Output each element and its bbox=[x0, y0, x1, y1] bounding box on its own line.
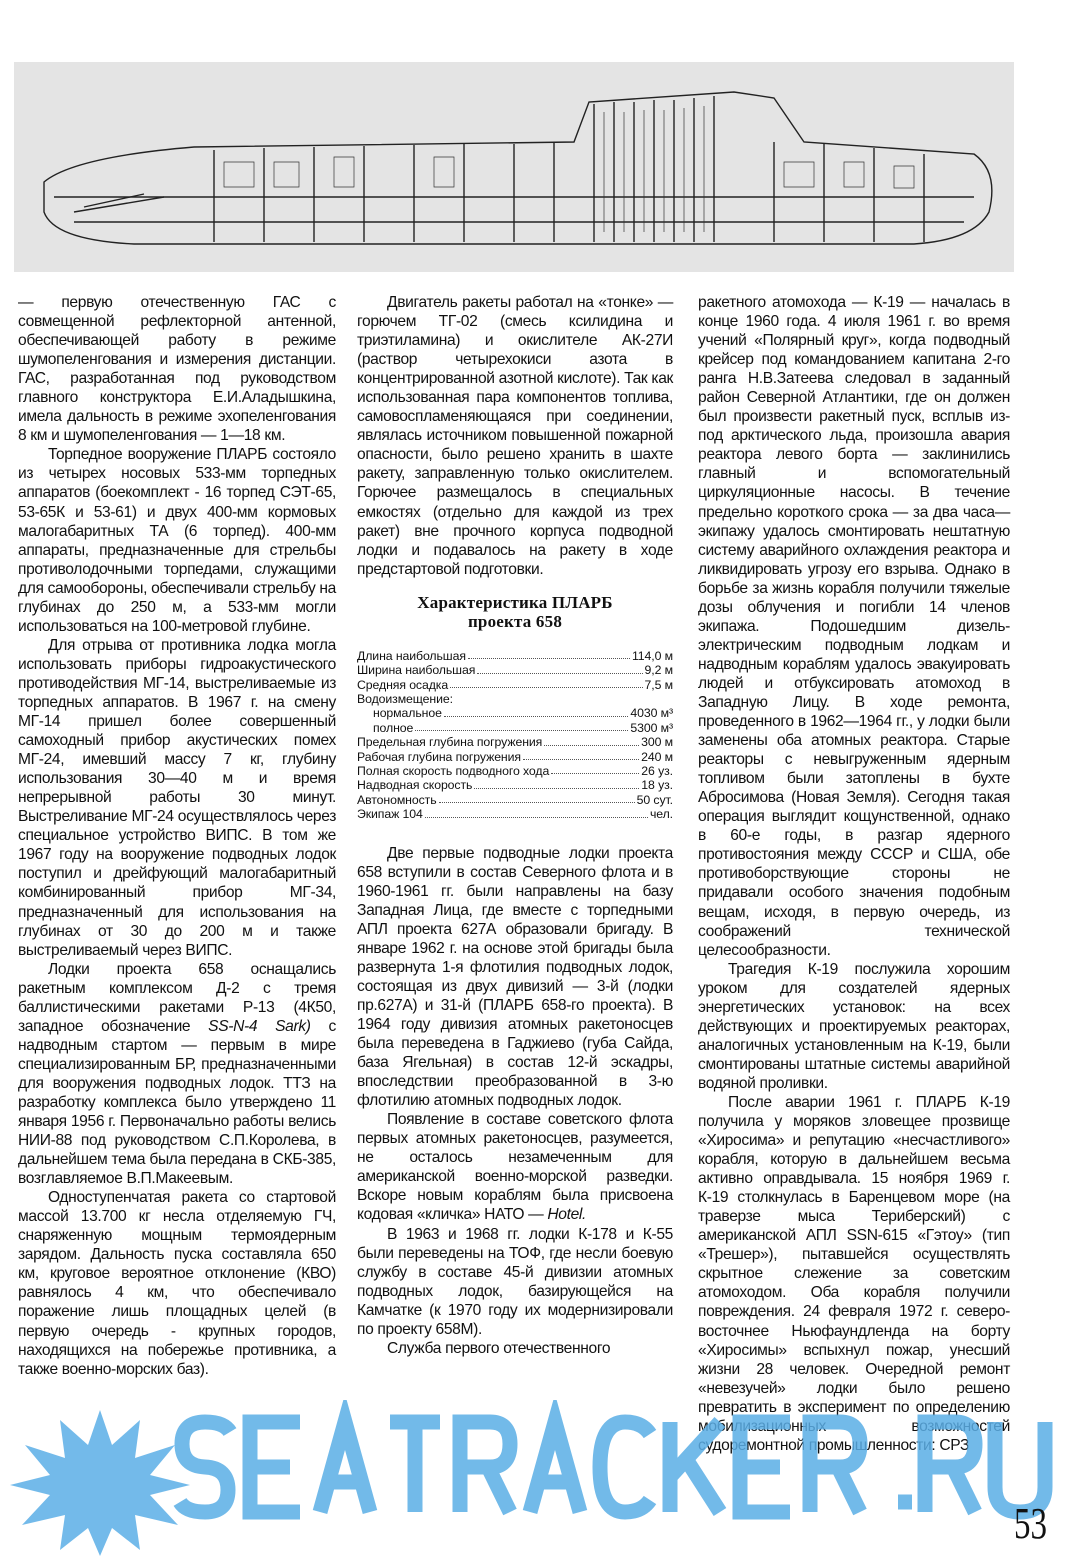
spec-row bbox=[357, 678, 673, 692]
text-column-1 bbox=[18, 293, 336, 1379]
spec-row bbox=[357, 807, 673, 821]
page-number: 53 bbox=[1014, 1499, 1047, 1548]
paragraph: Трагедия К-19 послужила хорошим уроком для создателей ядерных энергетических установок: на всех действующих и проектируемых реакторах, аналогичных установленным на К-19, были смонтированы штатные системы аварийной водяной проливки. bbox=[698, 960, 1010, 1092]
spec-value: 50 сут. bbox=[636, 792, 673, 807]
spec-row bbox=[357, 721, 673, 735]
watermark-letter bbox=[460, 1422, 510, 1512]
spec-value: 240 м bbox=[641, 749, 673, 764]
paragraph: После аварии 1961 г. ПЛАРБ К-19 получила у моряков зловещее прозвище «Хиросима» и репутацию «несчастливого» корабля, которую в дальнейшем весьма активно оправдывала. 15 ноября 1969 г. К-19 столкнулась в Баренцевом море (на траверзе мыса Териберский) с американской АПЛ SSN-615 «Гэтоу» (тип «Трешер»), пытавшейся осуществлять скрытное слежение за советским атомоходом. Оба корабля получили повреждения. 24 февраля 1972 г. северо-восточнее Ньюфаундленда на борту «Хиросимы» вспыхнул пожар, унесший жизни 28 человек. Очередной ремонт «невезучей» лодки было решено превратить в эксперимент по определению мобилизационных возможностей судоремонтной промышленности: СРЗ bbox=[698, 1093, 1010, 1454]
watermark-letter bbox=[530, 1422, 580, 1512]
leader-dots bbox=[439, 793, 635, 803]
leader-dots bbox=[523, 750, 639, 760]
spec-row bbox=[357, 778, 673, 792]
text-column-2 bbox=[357, 293, 673, 1358]
spec-label: Средняя осадка bbox=[357, 677, 449, 692]
spec-row bbox=[357, 750, 673, 764]
spec-label: Автономность bbox=[357, 792, 437, 807]
watermark-letter bbox=[180, 1422, 230, 1512]
spec-row bbox=[357, 649, 673, 663]
spec-title bbox=[357, 593, 673, 631]
paragraph: Двигатель ракеты работал на «тонке» — горючем ТГ-02 (смесь ксилидина и триэтиламина) и окислителе АК-27И (раствор четырехокиси азота в концентрированной азотной кислоте). Так как использованная пара компонентов топлива, самовоспламеняющаяся при соединении, являлась источником повышенной пожарной опасности, было решено хранить в шахте ракету, заправленную только окислителем. Горючее размещалось в специальных емкостях (отдельно для каждой из трех ракет) вне прочного корпуса подводной лодки и подавалось на ракету в ходе предстартовой подготовки. bbox=[357, 294, 673, 578]
paragraph: Служба первого отечественного bbox=[387, 1339, 611, 1357]
spec-label: Длина наибольшая bbox=[357, 648, 466, 663]
spec-label: нормальное bbox=[373, 706, 442, 721]
watermark-letter bbox=[250, 1422, 300, 1512]
paragraph: Две первые подводные лодки проекта 658 вступили в состав Северного флота и в 1960-1961 гг. были направлены на базу Западная Лица, где вместе с торпедными АПЛ проекта 627А образовали бригаду. В январе 1962 г. на основе этой бригады была развернута 1-я флотилия подводных лодок, состоящая из двух дивизий — 3-й (лодки пр.627А) и 31-й (ПЛАРБ 658-го проекта). В 1964 году дивизия атомных ракетоносцев была переведена в Гаджиево (губа Сайда, база Ягельная) в состав 12-й эскадры, впоследствии преобразованной в 3-ю флотилию атомных подводных лодок. bbox=[357, 844, 673, 1110]
leader-dots bbox=[544, 735, 639, 745]
spec-value: 7,5 м bbox=[644, 677, 673, 692]
spec-label: Водоизмещение: bbox=[357, 691, 453, 706]
paragraph bbox=[357, 1110, 673, 1224]
spec-label: Надводная скорость bbox=[357, 778, 473, 793]
leader-dots bbox=[477, 663, 642, 673]
spec-value: 26 уз. bbox=[641, 763, 673, 778]
text: Появление в составе советского флота первых атомных ракетоносцев, разумеется, не осталось незамеченным для американской военно-морской разведки. Вскоре новым кораблям была присвоена кодовая «кличка» НАТО — bbox=[357, 1111, 673, 1224]
spec-row bbox=[357, 735, 673, 749]
spec-label: Предельная глубина погружения bbox=[357, 735, 543, 750]
paragraph: Одноступенчатая ракета со стартовой массой 13.700 кг несла отделяемую ГЧ, снаряженную мощным термоядерным зарядом. Дальность пуска составляла 650 км, круговое вероятное отклонение (КВО) равнялось 4 км, что обеспечивало поражение лишь площадных целей (в первую очередь - крупных городов, находящихся на побережье противника, а также военно-морских баз). bbox=[18, 1189, 336, 1378]
watermark-letter bbox=[320, 1422, 370, 1512]
spec-label: полное bbox=[373, 720, 414, 735]
spec-row bbox=[357, 692, 673, 706]
leader-dots bbox=[450, 678, 642, 688]
leader-dots bbox=[455, 692, 671, 702]
watermark-letter bbox=[390, 1422, 440, 1512]
spec-label: Ширина наибольшая bbox=[357, 663, 476, 678]
spec-row bbox=[357, 706, 673, 720]
spec-title-line: Характеристика ПЛАРБ bbox=[417, 592, 613, 612]
leader-dots bbox=[425, 807, 648, 817]
spec-value: 5300 м³ bbox=[630, 720, 673, 735]
spec-table bbox=[357, 593, 673, 822]
spec-row bbox=[357, 663, 673, 677]
spec-rows bbox=[357, 649, 673, 822]
spec-row bbox=[357, 793, 673, 807]
spec-row bbox=[357, 764, 673, 778]
submarine-cutaway-drawing bbox=[14, 62, 1014, 272]
spec-value: 300 м bbox=[641, 735, 673, 750]
starburst-icon bbox=[10, 1410, 190, 1556]
paragraph: — первую отечественную ГАС с совмещенной рефлекторной антенной, обеспечивающей работу в режиме шумопеленгования и измерения дистанции. ГАС, разработанная под руководством главного конструктора Е.И.Аладышкина, имела дальность в режиме эхопеленгования 8 км и шумопеленгования — 1—18 км. bbox=[18, 294, 336, 445]
spec-value: 9,2 м bbox=[644, 663, 673, 678]
text-column-3 bbox=[698, 293, 1010, 1455]
leader-dots bbox=[415, 721, 628, 731]
spec-value: 114,0 м bbox=[631, 648, 673, 663]
paragraph: Торпедное вооружение ПЛАРБ состояло из четырех носовых 533-мм торпедных аппаратов (боекомплект - 16 торпед СЭТ-65, 53-65К и 53-61) и двух 400-мм кормовых малогабаритных ТА (6 торпед). 400-мм аппараты, предназначенные для стрельбы противолодочными торпедами, служащими для самообороны, обеспечивали стрельбу на глубинах до 250 м, а 533-мм могли использоваться на 100-метровой глубине. bbox=[18, 446, 336, 635]
text: с надводным стартом — первым в мире специализированным БР, предназначенными для вооружения подводных лодок. ТТЗ на разработку комплекса было утверждено 11 января 1956 г. Первоначально работы велись НИИ-88 под руководством С.П.Королева, в дальнейшем тема была передана в СКБ-385, возглавляемое В.П.Макеевым. bbox=[18, 1017, 336, 1188]
spec-value: чел. bbox=[649, 807, 673, 822]
spec-label: Экипаж 104 bbox=[357, 807, 423, 822]
leader-dots bbox=[474, 778, 639, 788]
italic-text: SS-N-4 Sark) bbox=[208, 1017, 311, 1035]
spec-label: Полная скорость подводного хода bbox=[357, 763, 550, 778]
paragraph: В 1963 и 1968 гг. лодки К-178 и К-55 были переведены на ТОФ, где несли боевую службу в составе 45-й дивизии атомных подводных лодок, базирующейся на Камчатке (к 1970 году их модернизировали по проекту 658М). bbox=[357, 1225, 673, 1338]
italic-text: Hotel. bbox=[547, 1206, 586, 1224]
paragraph bbox=[18, 960, 336, 1189]
paragraph: Для отрыва от противника лодка могла использовать приборы гидроакустического противодействия МГ-14, выстреливаемые из торпедных аппаратов. В 1967 г. на смену МГ-14 пришел более совершенный самоходный прибор акустических помех МГ-24, имевший массу 7 кг, глубину использования 30—40 м и время непрерывной работы 30 минут. Выстреливание МГ-24 осуществлялось через специальное устройство ВИПС. В том же 1967 году на вооружение подводных лодок поступил и дрейфующий малогабаритный комбинированный прибор МГ-34, предназначенный для использования на глубинах от 30 до 200 м и также выстреливаемый через ВИПС. bbox=[18, 636, 336, 959]
spec-title-line: проекта 658 bbox=[467, 611, 563, 631]
text: Лодки проекта 658 оснащались ракетным комплексом Д-2 с тремя баллистическими ракетами Р-13 (4К50, западное обозначение bbox=[18, 960, 336, 1035]
leader-dots bbox=[551, 764, 639, 774]
spec-value: 18 уз. bbox=[641, 778, 673, 793]
watermark-letter bbox=[600, 1422, 650, 1512]
leader-dots bbox=[468, 649, 630, 659]
spec-label: Рабочая глубина погружения bbox=[357, 749, 521, 764]
leader-dots bbox=[444, 706, 629, 716]
spec-value: 4030 м³ bbox=[630, 706, 673, 721]
paragraph: ракетного атомохода — К-19 — началась в конце 1960 года. 4 июля 1961 г. во время учений «Полярный круг», когда подводный крейсер под командованием капитана 2-го ранга Н.В.Затеева следовал в заданный район Северной Атлантики, где он должен был произвести ракетный пуск, всплыв из-под арктического льда, произошла авария реактора левого борта — заклинились главный и вспомогательный циркуляционные насосы. В течение предельно короткого срока — за два часа—экипажу удалось смонтировать нештатную систему аварийного охлаждения реактора и ликвидировать угрозу его взрыва. Однако в борьбе за жизнь корабля получили тяжелые дозы облучения и погибли 14 членов экипажа. Подошедшим дизель-электрическим подводным лодкам и надводным кораблям удалось эвакуировать людей и отбуксировать атомоход в Западную Лицу. В ходе ремонта, проведенного в 1962—1964 гг., у лодки были заменены оба атомных реактора. Старые реакторы с невыгруженным ядерным топливом были затоплены в бухте Абросимова (Новая Земля). Сегодня такая операция выглядит кощунственной, однако в 60-е годы, в разгар ядерного противостояния между СССР и США, обе противоборствующие стороны не придавали особого значения подобным вещам, исходя, в первую очередь, из соображений технической целесообразности. bbox=[698, 294, 1010, 959]
